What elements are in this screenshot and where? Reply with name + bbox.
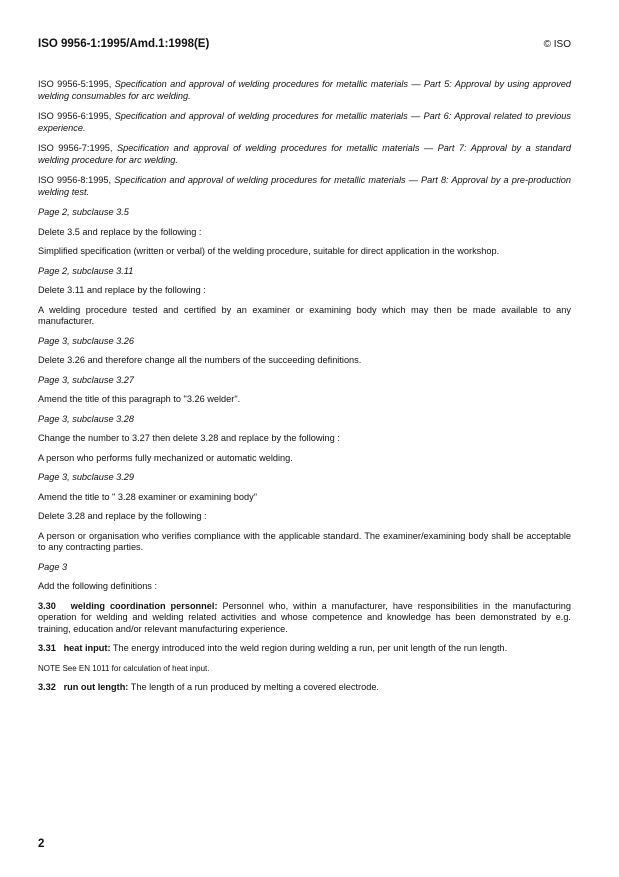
- definition-number: 3.31: [38, 643, 56, 653]
- reference-iso-9956-5: [38, 79, 571, 102]
- definition-text: The energy introduced into the weld region during welding a run, per unit length of the run length.: [110, 643, 508, 653]
- amendment-instruction: Change the number to 3.27 then delete 3.28 and replace by the following :: [38, 433, 340, 443]
- amendment-instruction: Delete 3.5 and replace by the following :: [38, 226, 202, 237]
- replacement-text: A welding procedure tested and certified by an examiner or examining body which may then be made available to any manufacturer.: [38, 304, 571, 326]
- reference-code: ISO 9956-5:1995,: [38, 79, 115, 89]
- replacement-text: Simplified specification (written or verbal) of the welding procedure, suitable for direct application in the workshop.: [38, 246, 500, 256]
- definition-term: heat input:: [63, 643, 111, 653]
- reference-iso-9956-8: [38, 175, 571, 198]
- copyright-notice: © ISO: [543, 39, 571, 50]
- subclause-heading-3-11: Page 2, subclause 3.11: [38, 265, 134, 276]
- definition-3-31: [38, 643, 571, 655]
- definition-number: 3.30: [38, 600, 56, 611]
- page-3-heading: Page 3: [38, 561, 68, 572]
- reference-title: Specification and approval of welding procedures for metallic materials — Part 6: Approval related to previous experience.: [38, 111, 571, 133]
- replacement-text: A person who performs fully mechanized or automatic welding.: [38, 452, 293, 463]
- definition-3-30: [38, 601, 571, 636]
- definition-term: welding coordination personnel:: [70, 600, 218, 611]
- page-content: [38, 79, 571, 702]
- subclause-heading-3-5: Page 2, subclause 3.5: [38, 207, 129, 217]
- reference-code: ISO 9956-7:1995,: [38, 143, 117, 153]
- amendment-instruction: Delete 3.11 and replace by the following :: [38, 285, 206, 295]
- replacement-text: A person or organisation who verifies compliance with the applicable standard. The examiner/examining body shall be acceptable to any contracting parties.: [38, 530, 571, 552]
- subclause-heading-3-29: Page 3, subclause 3.29: [38, 472, 135, 482]
- reference-code: ISO 9956-6:1995,: [38, 111, 115, 121]
- subclause-heading-3-27: Page 3, subclause 3.27: [38, 374, 135, 385]
- definition-number: 3.32: [38, 682, 56, 692]
- amendment-instruction: Add the following definitions :: [38, 581, 158, 591]
- reference-title: Specification and approval of welding procedures for metallic materials — Part 7: Approval by a standard welding procedure for arc welding.: [38, 143, 571, 165]
- definition-term: run out length:: [63, 682, 129, 692]
- subclause-heading-3-26: Page 3, subclause 3.26: [38, 335, 135, 346]
- reference-iso-9956-6: [38, 111, 571, 134]
- page-header: [38, 38, 571, 50]
- definition-text: The length of a run produced by melting a covered electrode.: [128, 682, 379, 692]
- definition-3-32: [38, 682, 571, 694]
- amendment-instruction: Amend the title of this paragraph to "3.26 welder".: [38, 394, 241, 404]
- reference-iso-9956-7: [38, 143, 571, 166]
- reference-title: Specification and approval of welding procedures for metallic materials — Part 5: Approval by using approved welding consumables for arc welding.: [38, 79, 571, 101]
- amendment-instruction: Amend the title to " 3.28 examiner or examining body": [38, 491, 257, 502]
- reference-title: Specification and approval of welding procedures for metallic materials — Part 8: Approval by a pre-production welding test.: [38, 175, 571, 197]
- document-identifier: ISO 9956-1:1995/Amd.1:1998(E): [38, 38, 210, 50]
- page-number: 2: [38, 838, 45, 850]
- subclause-heading-3-28: Page 3, subclause 3.28: [38, 413, 135, 424]
- note-heat-input: NOTE See EN 1011 for calculation of heat input.: [38, 663, 210, 673]
- definition-text: Personnel who, within a manufacturer, have responsibilities in the manufacturing operation for welding and welding related activities and whose competence and knowledge has been demonstrated by e.g. training, education and/or relevant manufacturing experience.: [38, 600, 571, 634]
- amendment-instruction: Delete 3.28 and replace by the following :: [38, 511, 207, 521]
- amendment-instruction: Delete 3.26 and therefore change all the numbers of the succeeding definitions.: [38, 355, 362, 365]
- reference-code: ISO 9956-8:1995,: [38, 175, 115, 185]
